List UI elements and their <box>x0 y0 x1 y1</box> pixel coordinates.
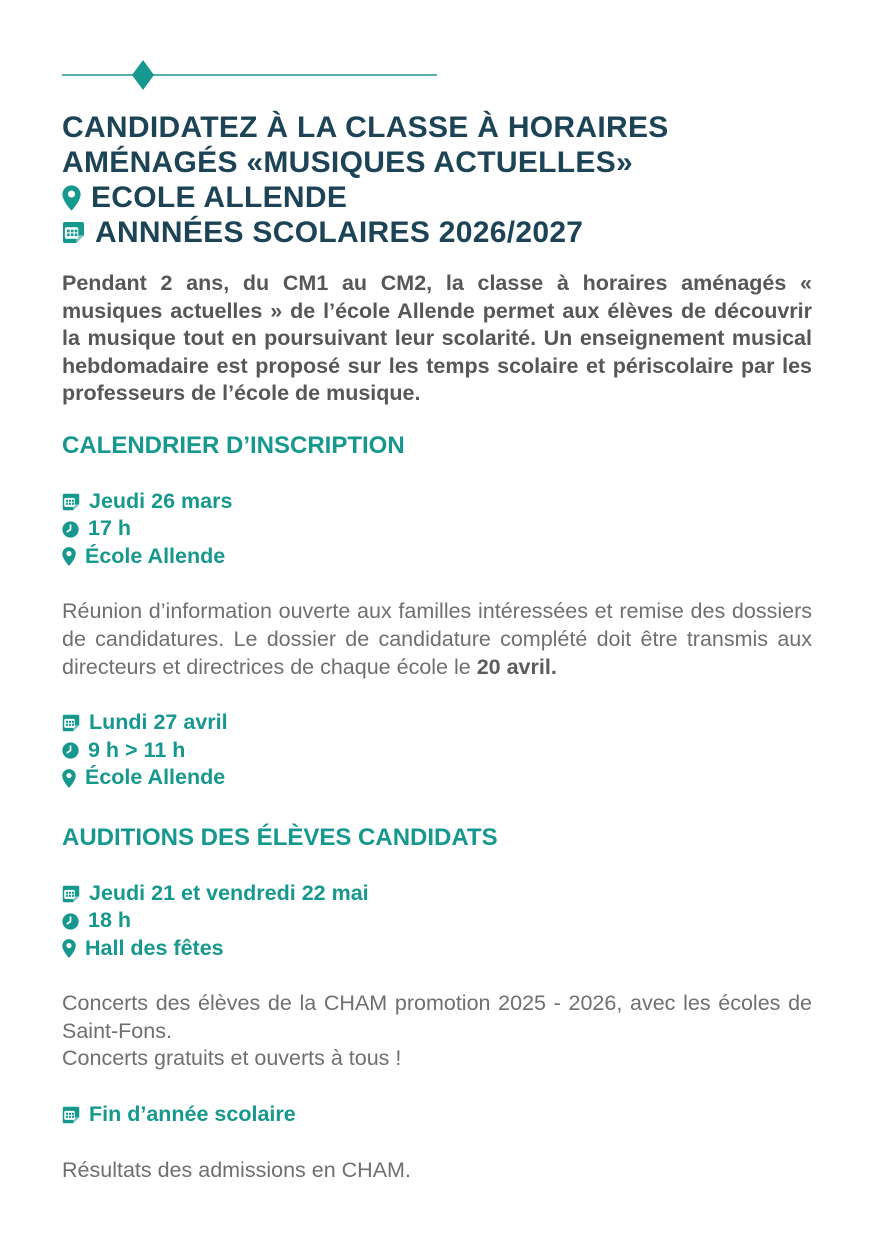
event-time: 18 h <box>88 908 132 933</box>
event-date-row <box>62 880 812 908</box>
event-time-row <box>62 737 812 765</box>
title-location-row <box>62 180 812 215</box>
diamond-icon <box>132 60 154 95</box>
calendar-icon <box>62 714 80 732</box>
paragraph-reunion-text: Réunion d’information ouverte aux familles intéressées et remise des dossiers de candidatures. Le dossier de candidature complété doit être transmis aux directeurs et directrices de chaque école le <box>62 599 812 679</box>
divider-line <box>62 74 437 76</box>
calendar-icon <box>62 221 85 244</box>
calendar-icon <box>62 1106 80 1124</box>
event-time: 17 h <box>88 516 132 541</box>
event-place-row <box>62 935 812 963</box>
event-date: Jeudi 26 mars <box>89 488 233 513</box>
event-place-row <box>62 764 812 792</box>
event-reunion-information <box>62 488 812 571</box>
event-place: École Allende <box>85 765 226 790</box>
location-pin-icon <box>62 939 76 958</box>
clock-icon <box>62 521 79 538</box>
event-time: 9 h > 11 h <box>88 737 186 762</box>
paragraph-reunion-deadline: 20 avril. <box>476 654 557 679</box>
location-pin-icon <box>62 769 76 788</box>
paragraph-reunion <box>62 598 812 681</box>
event-depot-dossier <box>62 709 812 792</box>
event-place: Hall des fêtes <box>85 935 224 960</box>
event-date-row <box>62 709 812 737</box>
event-date: Lundi 27 avril <box>89 710 228 735</box>
event-date: Jeudi 21 et vendredi 22 mai <box>89 880 369 905</box>
event-date: Fin d’année scolaire <box>89 1102 296 1127</box>
page-title-line-2: AMÉNAGÉS «MUSIQUES ACTUELLES» <box>62 146 633 179</box>
event-date-row <box>62 1101 812 1129</box>
event-fin-annee <box>62 1101 812 1129</box>
paragraph-concerts <box>62 990 812 1073</box>
paragraph-concerts-line2: Concerts gratuits et ouverts à tous ! <box>62 1046 402 1071</box>
intro-paragraph: Pendant 2 ans, du CM1 au CM2, la classe à horaires aménagés « musiques actuelles » de l’école Allende permet aux élèves de découvrir la musique tout en poursuivant leur scolarité. Un enseignement musical hebdomadaire est proposé sur les temps scolaire et périscolaire par les professeurs de l’école de musique. <box>62 271 812 406</box>
paragraph-resultats: Résultats des admissions en CHAM. <box>62 1157 411 1182</box>
event-time-row <box>62 907 812 935</box>
heading-calendrier-inscription: CALENDRIER D’INSCRIPTION <box>62 431 405 459</box>
title-years-row <box>62 215 812 250</box>
page-title <box>62 110 812 250</box>
location-pin-icon <box>62 185 81 211</box>
calendar-icon <box>62 885 80 903</box>
event-auditions <box>62 880 812 963</box>
heading-auditions: AUDITIONS DES ÉLÈVES CANDIDATS <box>62 823 498 851</box>
event-time-row <box>62 515 812 543</box>
title-location-label: ECOLE ALLENDE <box>91 181 348 214</box>
title-years-label: ANNNÉES SCOLAIRES 2026/2027 <box>95 216 584 249</box>
event-place: École Allende <box>85 543 226 568</box>
clock-icon <box>62 742 79 759</box>
page-title-line-1: CANDIDATEZ À LA CLASSE À HORAIRES <box>62 111 669 144</box>
section-divider <box>62 60 812 90</box>
clock-icon <box>62 913 79 930</box>
event-date-row <box>62 488 812 516</box>
paragraph-concerts-line1: Concerts des élèves de la CHAM promotion 2025 - 2026, avec les écoles de Saint-Fons. <box>62 991 812 1043</box>
calendar-icon <box>62 493 80 511</box>
location-pin-icon <box>62 547 76 566</box>
event-place-row <box>62 543 812 571</box>
